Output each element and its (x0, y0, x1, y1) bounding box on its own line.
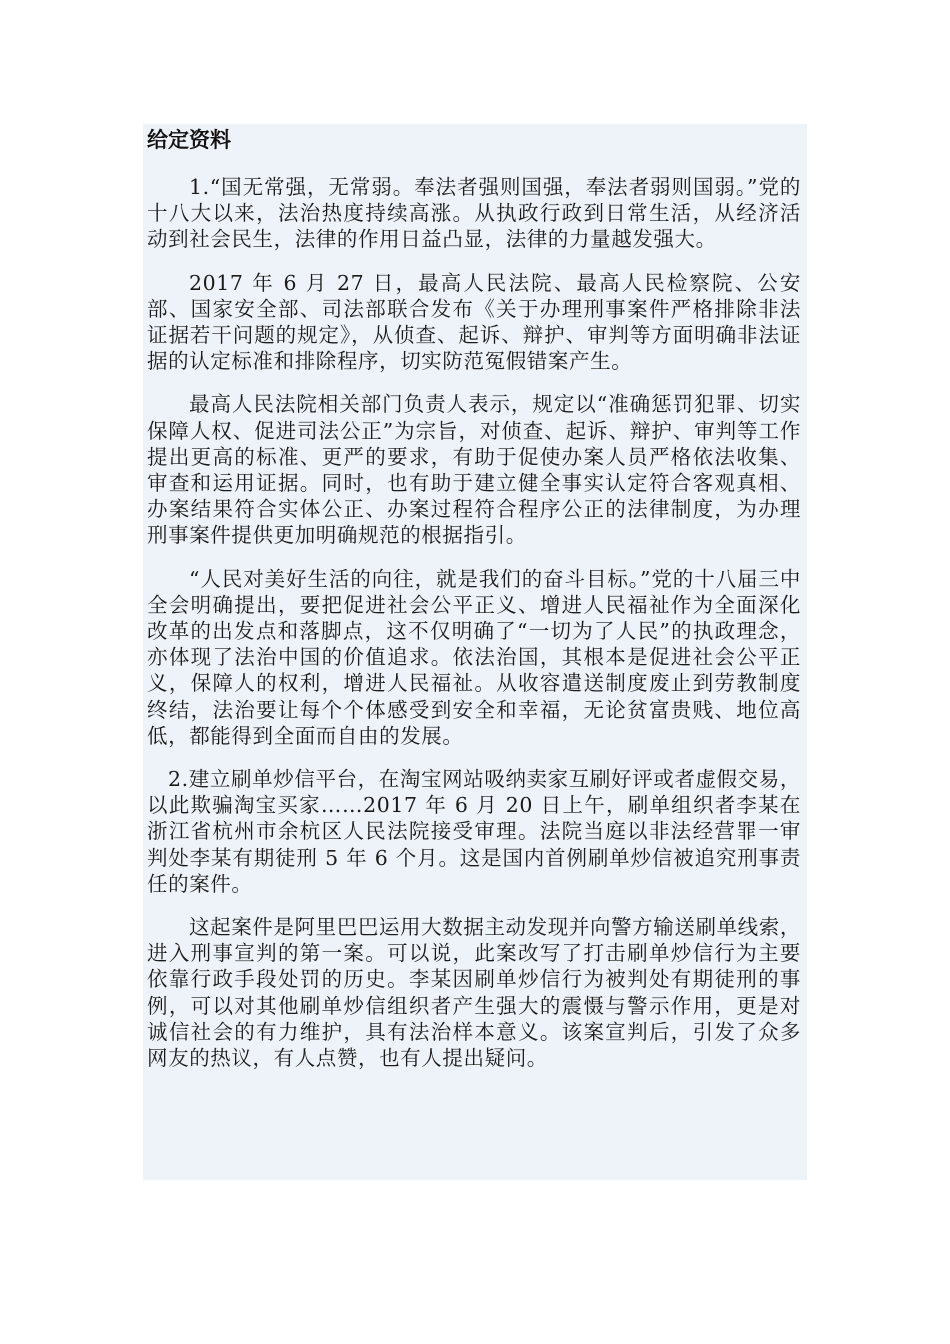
section-heading: 给定资料 (147, 127, 231, 152)
paragraph-4: “人民对美好生活的向往，就是我们的奋斗目标。”党的十八届三中全会明确提出，要把促进社会公平正义、增进人民福祉作为全面深化改革的出发点和落脚点，这不仅明确了“一切为了人民”的执政理念，亦体现了法治中国的价值追求。依法治国，其根本是促进社会公平正义，保障人的权利，增进人民福祉。从收容遣送制度废止到劳教制度终结，法治要让每个个体感受到安全和幸福，无论贫富贵贱、地位高低，都能得到全面而自由的发展。 (147, 566, 801, 748)
paragraph-6: 这起案件是阿里巴巴运用大数据主动发现并向警方输送刷单线索，进入刑事宣判的第一案。可以说，此案改写了打击刷单炒信行为主要依靠行政手段处罚的历史。李某因刷单炒信行为被判处有期徒刑的事例，可以对其他刷单炒信组织者产生强大的震慑与警示作用，更是对诚信社会的有力维护，具有法治样本意义。该案宣判后，引发了众多网友的热议，有人点赞，也有人提出疑问。 (147, 915, 801, 1071)
paragraph-3: 最高人民法院相关部门负责人表示，规定以“准确惩罚犯罪、切实保障人权、促进司法公正”为宗旨，对侦查、起诉、辩护、审判等工作提出更高的标准、更严的要求，有助于促使办案人员严格依法收集、审查和运用证据。同时，也有助于建立健全事实认定符合客观真相、办案结果符合实体公正、办案过程符合程序公正的法律制度，为办理刑事案件提供更加明确规范的根据指引。 (147, 392, 801, 548)
paragraph-1: 1.“国无常强，无常弱。奉法者强则国强，奉法者弱则国弱。”党的十八大以来，法治热度持续高涨。从执政行政到日常生活，从经济活动到社会民生，法律的作用日益凸显，法律的力量越发强大。 (147, 175, 801, 252)
paragraph-5: 2.建立刷单炒信平台，在淘宝网站吸纳卖家互刷好评或者虚假交易，以此欺骗淘宝买家……2017 年 6 月 20 日上午，刷单组织者李某在浙江省杭州市余杭区人民法院接受审理。法院当庭以非法经营罪一审判处李某有期徒刑 5 年 6 个月。这是国内首例刷单炒信被追究刑事责任的案件。 (147, 767, 801, 896)
material-panel (143, 124, 807, 1180)
paragraph-2: 2017 年 6 月 27 日，最高人民法院、最高人民检察院、公安部、国家安全部、司法部联合发布《关于办理刑事案件严格排除非法证据若干问题的规定》，从侦查、起诉、辩护、审判等方面明确非法证据的认定标准和排除程序，切实防范冤假错案产生。 (147, 270, 801, 374)
